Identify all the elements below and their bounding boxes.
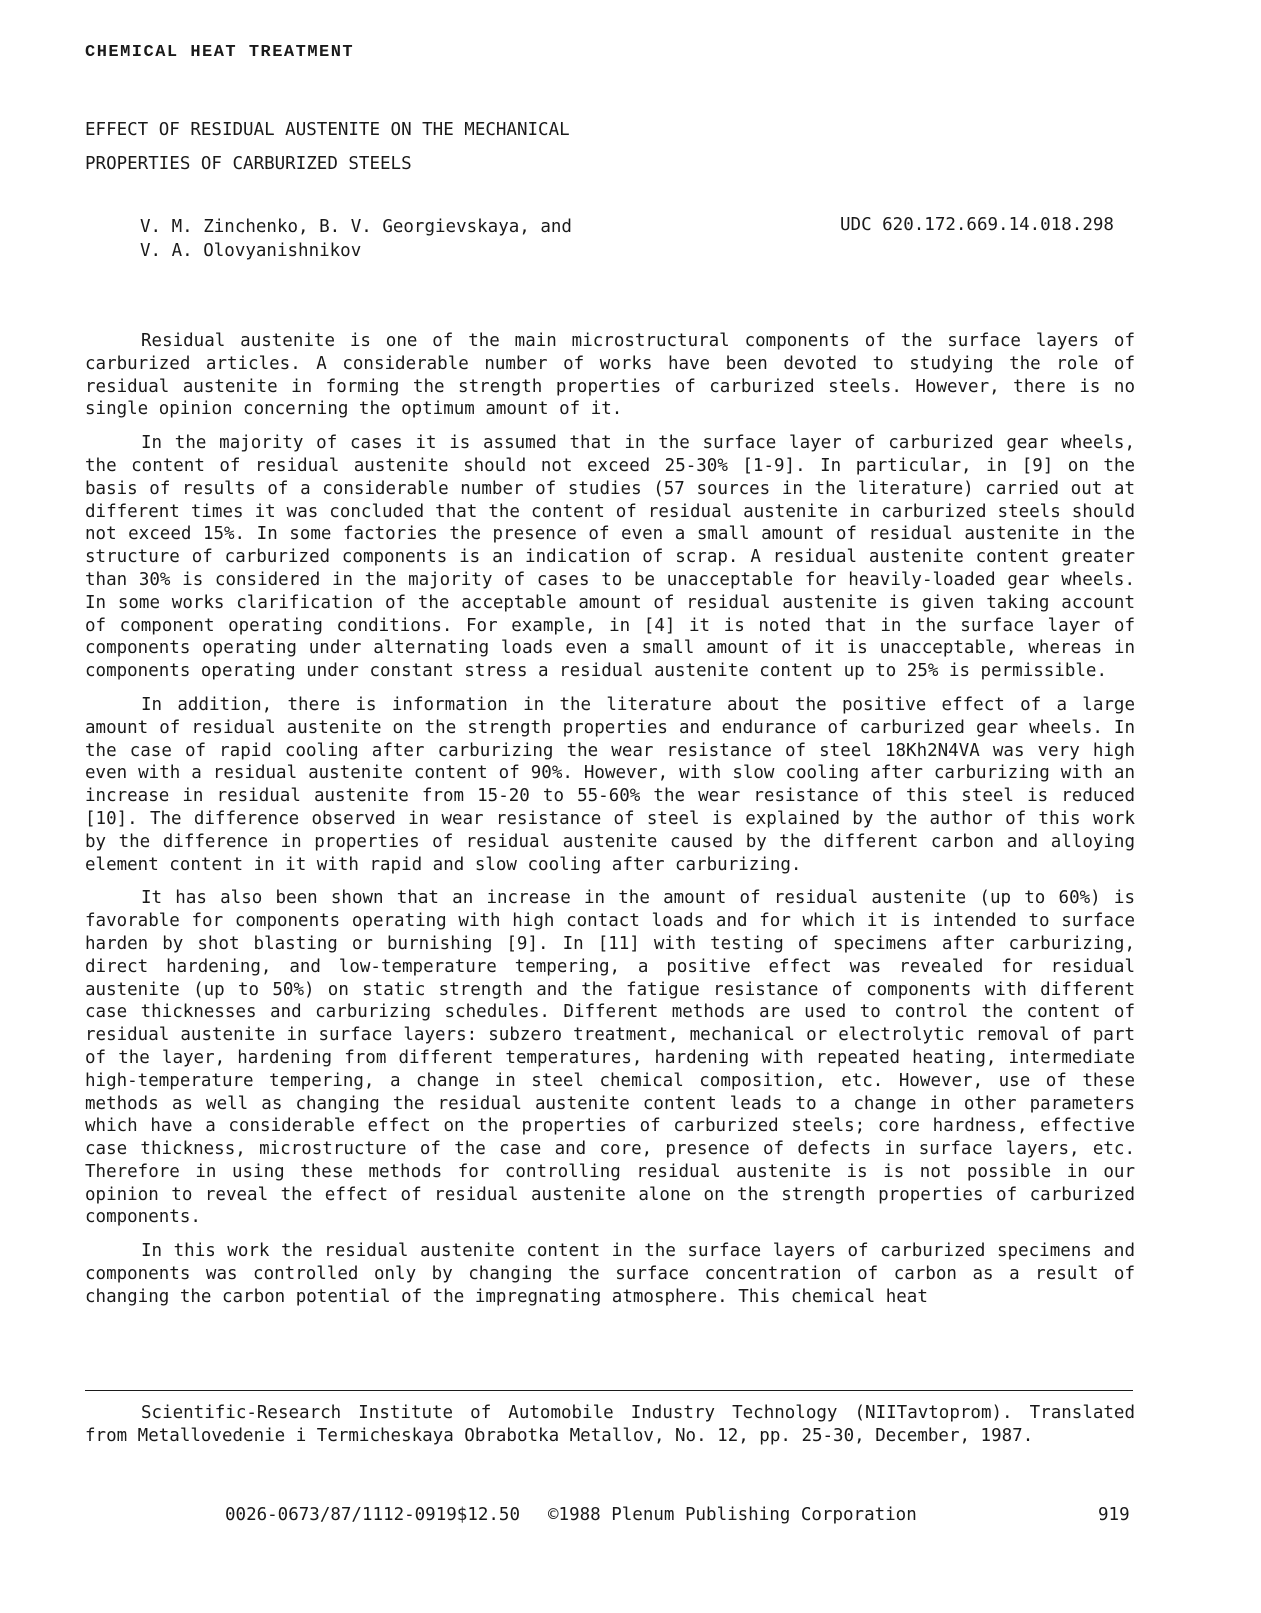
- body-paragraph: In the majority of cases it is assumed that in the surface layer of carburized gear wheels, the content of residual austenite should not exceed 25-30% [1-9]. In particular, in [9] on the basis of results of a considerable number of studies (57 sources in the literature) carried out at different times it was concluded that the content of residual austenite in carburized steels should not exceed 15%. In some factories the presence of even a small amount of residual austenite in the structure of carburized components is an indication of scrap. A residual austenite content greater than 30% is considered in the majority of cases to be unacceptable for heavily-loaded gear wheels. In some works clarification of the acceptable amount of residual austenite is given taking account of component operating conditions. For example, in [4] it is noted that in the surface layer of components operating under alternating loads even a small amount of it is unacceptable, whereas in components operating under constant stress a residual austenite content up to 25% is permissible.: [85, 433, 1135, 682]
- author-line: V. A. Olovyanishnikov: [140, 241, 362, 261]
- section-heading: CHEMICAL HEAT TREATMENT: [85, 43, 355, 62]
- publication-code: 0026-0673/87/1112-0919$12.50: [225, 1505, 521, 1525]
- body-paragraph: In addition, there is information in the literature about the positive effect of a large amount of residual austenite on the strength properties and endurance of carburized gear wheels. In the case of rapid cooling after carburizing the wear resistance of steel 18Kh2N4VA was very high even with a residual austenite content of 90%. However, with slow cooling after carburizing with an increase in residual austenite from 15-20 to 55-60% the wear resistance of this steel is reduced [10]. The difference observed in wear resistance of steel is explained by the author of this work by the difference in properties of residual austenite caused by the different carbon and alloying element content in it with rapid and slow cooling after carburizing.: [85, 694, 1135, 875]
- title-line: PROPERTIES OF CARBURIZED STEELS: [85, 154, 412, 174]
- body-paragraph: Residual austenite is one of the main microstructural components of the surface layers of carburized articles. A considerable number of works have been devoted to studying the role of residual austenite in forming the strength properties of carburized steels. However, there is no single opinion concerning the optimum amount of it.: [85, 331, 1135, 420]
- footnote: Scientific-Research Institute of Automobile Industry Technology (NIITavtoprom). Translated from Metallovedenie i Termicheskaya Obrabotka Metallov, No. 12, pp. 25-30, December, 1987.: [85, 1403, 1135, 1446]
- title-line: EFFECT OF RESIDUAL AUSTENITE ON THE MECHANICAL: [85, 120, 570, 140]
- copyright-notice: ©1988 Plenum Publishing Corporation: [548, 1505, 917, 1525]
- footnote-divider: [85, 1390, 1133, 1391]
- author-list: [140, 215, 572, 263]
- body-paragraph: It has also been shown that an increase in the amount of residual austenite (up to 60%) is favorable for components operating with high contact loads and for which it is intended to surface harden by shot blasting or burnishing [9]. In [11] with testing of specimens after carburizing, direct hardening, and low-temperature tempering, a positive effect was revealed for residual austenite (up to 50%) on static strength and the fatigue resistance of components with different case thicknesses and carburizing schedules. Different methods are used to control the content of residual austenite in surface layers: subzero treatment, mechanical or electrolytic removal of part of the layer, hardening from different temperatures, hardening with repeated heating, intermediate high-temperature tempering, a change in steel chemical composition, etc. However, use of these methods as well as changing the residual austenite content leads to a change in other parameters which have a considerable effect on the properties of carburized steels; core hardness, effective case thickness, microstructure of the case and core, presence of defects in surface layers, etc. Therefore in using these methods for controlling residual austenite is is not possible in our opinion to reveal the effect of residual austenite alone on the strength properties of carburized components.: [85, 888, 1135, 1228]
- article-body: [85, 330, 1135, 1320]
- page-number: 919: [1098, 1505, 1130, 1525]
- body-paragraph: In this work the residual austenite content in the surface layers of carburized specimens and components was controlled only by changing the surface concentration of carbon as a result of changing the carbon potential of the impregnating atmosphere. This chemical heat: [85, 1241, 1135, 1307]
- article-title: [85, 113, 570, 181]
- author-line: V. M. Zinchenko, B. V. Georgievskaya, and: [140, 217, 572, 237]
- udc-code: UDC 620.172.669.14.018.298: [840, 215, 1114, 235]
